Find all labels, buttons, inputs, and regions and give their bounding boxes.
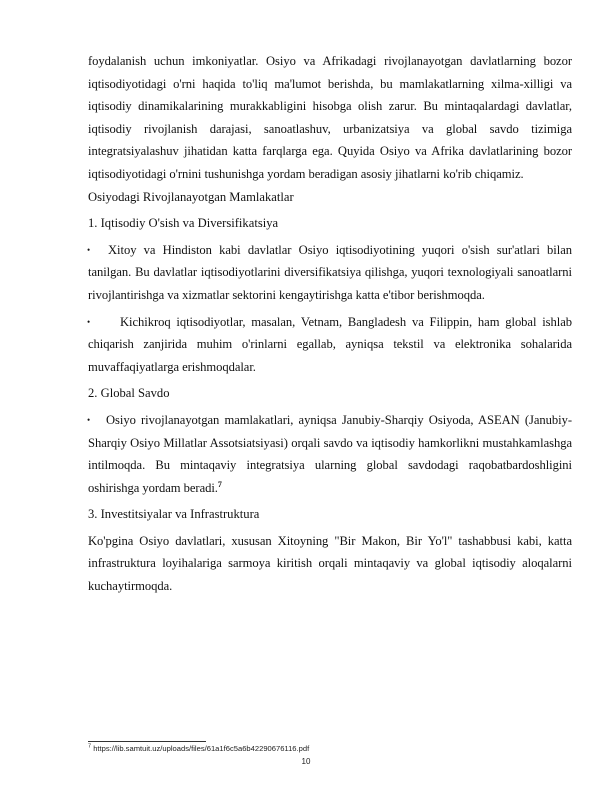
page-body [88,50,572,598]
list-item [88,311,572,379]
bullet-icon: • [87,414,91,425]
bullet-text: Xitoy va Hindiston kabi davlatlar Osiyo iqtisodiyotining yuqori o'sish sur'atlari bilan tanilgan. Bu davlatlar iqtisodiyotlarini diversifikatsiya qilishga, yuqori texnologiyali sanoatlarni rivojlantirishga va xizmatlar sektorini kengaytirishga katta e'tibor berishmoqda. [88,242,572,302]
bullet-text: Kichikroq iqtisodiyotlar, masalan, Vetnam, Bangladesh va Filippin, ham global ishlab chiqarish zanjirida muhim o'rinlarni egallab, ayniqsa tekstil va elektronika sohalarida muvaffaqiyatlarga erishmoqdalar. [88,314,572,374]
investments-paragraph: Ko'pgina Osiyo davlatlari, xususan Xitoyning "Bir Makon, Bir Yo'l" tashabbusi kabi, katta infrastruktura loyihalariga sarmoya kiritish orqali mintaqaviy va global iqtisodiy aloqalarni kuchaytirmoqda. [88,533,572,594]
bullet-text-body: Osiyo rivojlanayotgan mamlakatlari, ayniqsa Janubiy-Sharqiy Osiyoda, ASEAN (Janubiy-Sharqiy Osiyo Millatlar Assotsiatsiyasi) orqali savdo va iqtisodiy hamkorlikni mustahkamlashga intilmoqda. Bu mintaqaviy integratsiya ularning global savdodagi raqobatbardoshligini oshirishga yordam beradi. [88,412,572,495]
footnote-divider [88,741,206,742]
list-item [88,409,572,499]
footnote-reference[interactable]: 7 [217,479,222,489]
bullet-text [88,409,572,499]
bullet-icon: • [87,244,91,255]
heading-investments: 3. Investitsiyalar va Infrastruktura [88,507,260,522]
footnote [88,744,572,754]
bullet-icon: • [87,316,91,327]
heading-economic-growth: 1. Iqtisodiy O'sish va Diversifikatsiya [88,216,279,231]
section-title: Osiyodagi Rivojlanayotgan Mamlakatlar [88,189,294,204]
footnote-mark: 7 [88,743,92,750]
heading-global-trade: 2. Global Savdo [88,386,170,401]
intro-paragraph: foydalanish uchun imkoniyatlar. Osiyo va Afrikadagi rivojlanayotgan davlatlarning bozor iqtisodiyotidagi o'rni haqida to'liq ma'lumot berishda, bu mamlakatlarning xilma-xilligi va iqtisodiy dinamikalarining murakkabligini hisobga olish zarur. Bu mintaqalardagi davlatlar, iqtisodiy rivojlanish darajasi, sanoatlashuv, urbanizatsiya va global savdo tizimiga integratsiyalashuv jihatidan katta farqlarga ega. Quyida Osiyo va Afrika davlatlarining bozor iqtisodiyotidagi o'rnini tushunishga yordam beradigan asosiy jihatlarni ko'rib chiqamiz. [88,54,572,181]
footnote-link[interactable]: https://lib.samtuit.uz/uploads/files/61a1f6c5a6b42290676116.pdf [93,744,310,753]
page-number: 10 [301,757,311,766]
list-item [88,239,572,307]
